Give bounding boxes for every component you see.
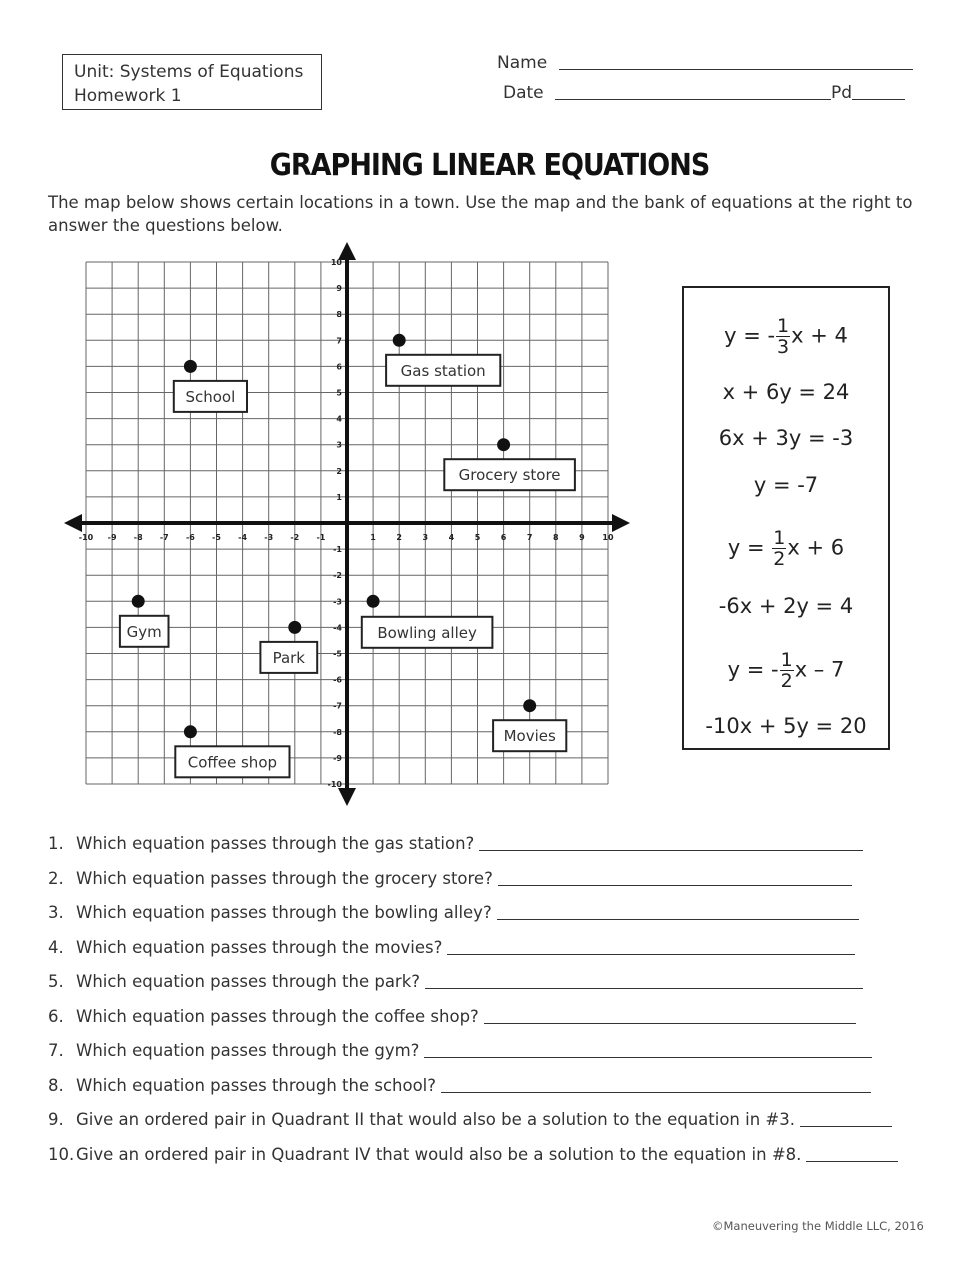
location-point: [523, 699, 536, 712]
name-row: [497, 53, 913, 73]
question-3: 3. Which equation passes through the bowling alley?: [48, 903, 859, 922]
location-point: [132, 595, 145, 608]
location-gas-station: [386, 334, 500, 386]
location-coffee-shop: [175, 725, 289, 777]
location-label: Park: [272, 648, 306, 667]
y-tick-label: -7: [333, 701, 342, 711]
location-label: School: [185, 387, 236, 406]
x-tick-label: -1: [316, 533, 326, 542]
location-point: [288, 621, 301, 634]
y-tick-label: 5: [336, 388, 342, 398]
y-tick-label: -9: [333, 753, 342, 763]
x-tick-label: 5: [474, 533, 481, 542]
x-tick-label: 6: [500, 533, 507, 542]
intro-text: The map below shows certain locations in a town. Use the map and the bank of equations at the right to answer the questions below.: [48, 193, 913, 235]
question-8: 8. Which equation passes through the school?: [48, 1076, 871, 1095]
x-tick-label: 4: [448, 533, 455, 542]
x-axis-arrow-left: [64, 514, 82, 532]
x-tick-label: -9: [107, 533, 117, 542]
equation-3: 6x + 3y = -3: [718, 426, 854, 450]
equation-bank: [682, 286, 890, 750]
location-gym: [120, 595, 169, 647]
location-point: [184, 725, 197, 738]
y-tick-label: 7: [336, 336, 342, 346]
location-label: Bowling alley: [377, 623, 477, 642]
x-tick-label: -8: [133, 533, 143, 542]
y-tick-label: 6: [336, 362, 342, 372]
location-label: Gym: [126, 622, 162, 641]
answer-blank[interactable]: [484, 1009, 856, 1024]
date-row: [503, 83, 905, 103]
location-point: [367, 595, 380, 608]
equation-8: -10x + 5y = 20: [705, 714, 867, 738]
x-tick-label: -10: [78, 533, 94, 542]
date-label: Date: [503, 83, 544, 103]
x-tick-label: -5: [212, 533, 221, 542]
y-tick-label: -4: [333, 623, 342, 633]
pd-field[interactable]: [852, 85, 905, 100]
equation-5: y = $\frac{1}{2}$ x + 6: [727, 527, 845, 570]
equation-6: -6x + 2y = 4: [718, 594, 854, 618]
location-label: Movies: [503, 727, 556, 746]
question-9: 9. Give an ordered pair in Quadrant II that would also be a solution to the equation in #3.: [48, 1110, 892, 1129]
question-1: 1. Which equation passes through the gas station?: [48, 834, 863, 853]
question-4: 4. Which equation passes through the movies?: [48, 938, 855, 957]
y-tick-label: -8: [333, 727, 342, 737]
location-bowling-alley: [362, 595, 493, 648]
y-tick-label: -5: [333, 649, 342, 659]
x-tick-label: -3: [264, 533, 274, 542]
y-tick-label: -10: [327, 780, 342, 789]
name-label: Name: [497, 53, 548, 73]
answer-blank[interactable]: [424, 1043, 872, 1058]
question-5: 5. Which equation passes through the park?: [48, 972, 863, 991]
equation-2: x + 6y = 24: [722, 380, 850, 404]
question-2: 2. Which equation passes through the grocery store?: [48, 869, 852, 888]
y-tick-label: 4: [336, 414, 342, 424]
pd-label: Pd: [831, 83, 853, 103]
equation-7: y = - $\frac{1}{2}$ x – 7: [727, 649, 845, 692]
question-7: 7. Which equation passes through the gym?: [48, 1041, 872, 1060]
x-tick-label: 9: [579, 533, 585, 542]
answer-blank[interactable]: [800, 1112, 892, 1127]
x-tick-label: 1: [370, 533, 376, 542]
homework-label: Homework 1: [74, 86, 182, 106]
x-tick-label: 7: [526, 533, 533, 542]
answer-blank[interactable]: [425, 974, 863, 989]
y-tick-label: 3: [336, 440, 342, 450]
y-tick-label: -6: [333, 675, 342, 685]
page-title: GRAPHING LINEAR EQUATIONS: [269, 148, 710, 183]
x-tick-label: 8: [553, 533, 559, 542]
question-10: 10. Give an ordered pair in Quadrant IV that would also be a solution to the equation in #8.: [48, 1145, 898, 1164]
x-tick-label: -7: [159, 533, 169, 542]
x-tick-label: -4: [238, 533, 248, 542]
location-point: [184, 360, 197, 373]
date-field[interactable]: [555, 85, 831, 100]
y-tick-label: 10: [330, 258, 342, 267]
y-tick-label: -3: [333, 597, 342, 607]
answer-blank[interactable]: [441, 1078, 871, 1093]
question-6: 6. Which equation passes through the coffee shop?: [48, 1007, 856, 1026]
answer-blank[interactable]: [447, 940, 855, 955]
y-tick-label: 9: [336, 284, 342, 294]
name-field[interactable]: [559, 55, 913, 70]
answer-blank[interactable]: [479, 836, 863, 851]
y-tick-label: 2: [336, 466, 342, 476]
y-tick-label: -1: [333, 545, 342, 555]
x-tick-label: -2: [290, 533, 300, 542]
location-label: Grocery store: [458, 466, 561, 485]
y-tick-label: -2: [333, 571, 342, 581]
equation-1: y = - $\frac{1}{3}$ x + 4: [724, 315, 848, 358]
location-point: [497, 438, 510, 451]
answer-blank[interactable]: [806, 1147, 898, 1162]
answer-blank[interactable]: [497, 905, 859, 920]
answer-blank[interactable]: [498, 871, 852, 886]
location-label: Gas station: [400, 361, 486, 380]
unit-box: [62, 54, 322, 110]
town-map-graph: [0, 240, 680, 820]
x-tick-label: 2: [396, 533, 402, 542]
location-school: [174, 360, 247, 412]
equation-4: y = -7: [753, 473, 819, 497]
copyright-footer: ©Maneuvering the Middle LLC, 2016: [712, 1219, 924, 1233]
unit-title: Unit: Systems of Equations: [74, 62, 304, 82]
y-axis-arrow-down: [338, 788, 356, 806]
x-tick-label: 10: [602, 533, 614, 542]
x-tick-label: 3: [422, 533, 429, 542]
x-axis-arrow-right: [612, 514, 630, 532]
location-label: Coffee shop: [187, 753, 278, 772]
x-tick-label: -6: [185, 533, 195, 542]
y-tick-label: 1: [336, 492, 342, 502]
y-tick-label: 8: [336, 310, 342, 320]
location-point: [393, 334, 406, 347]
